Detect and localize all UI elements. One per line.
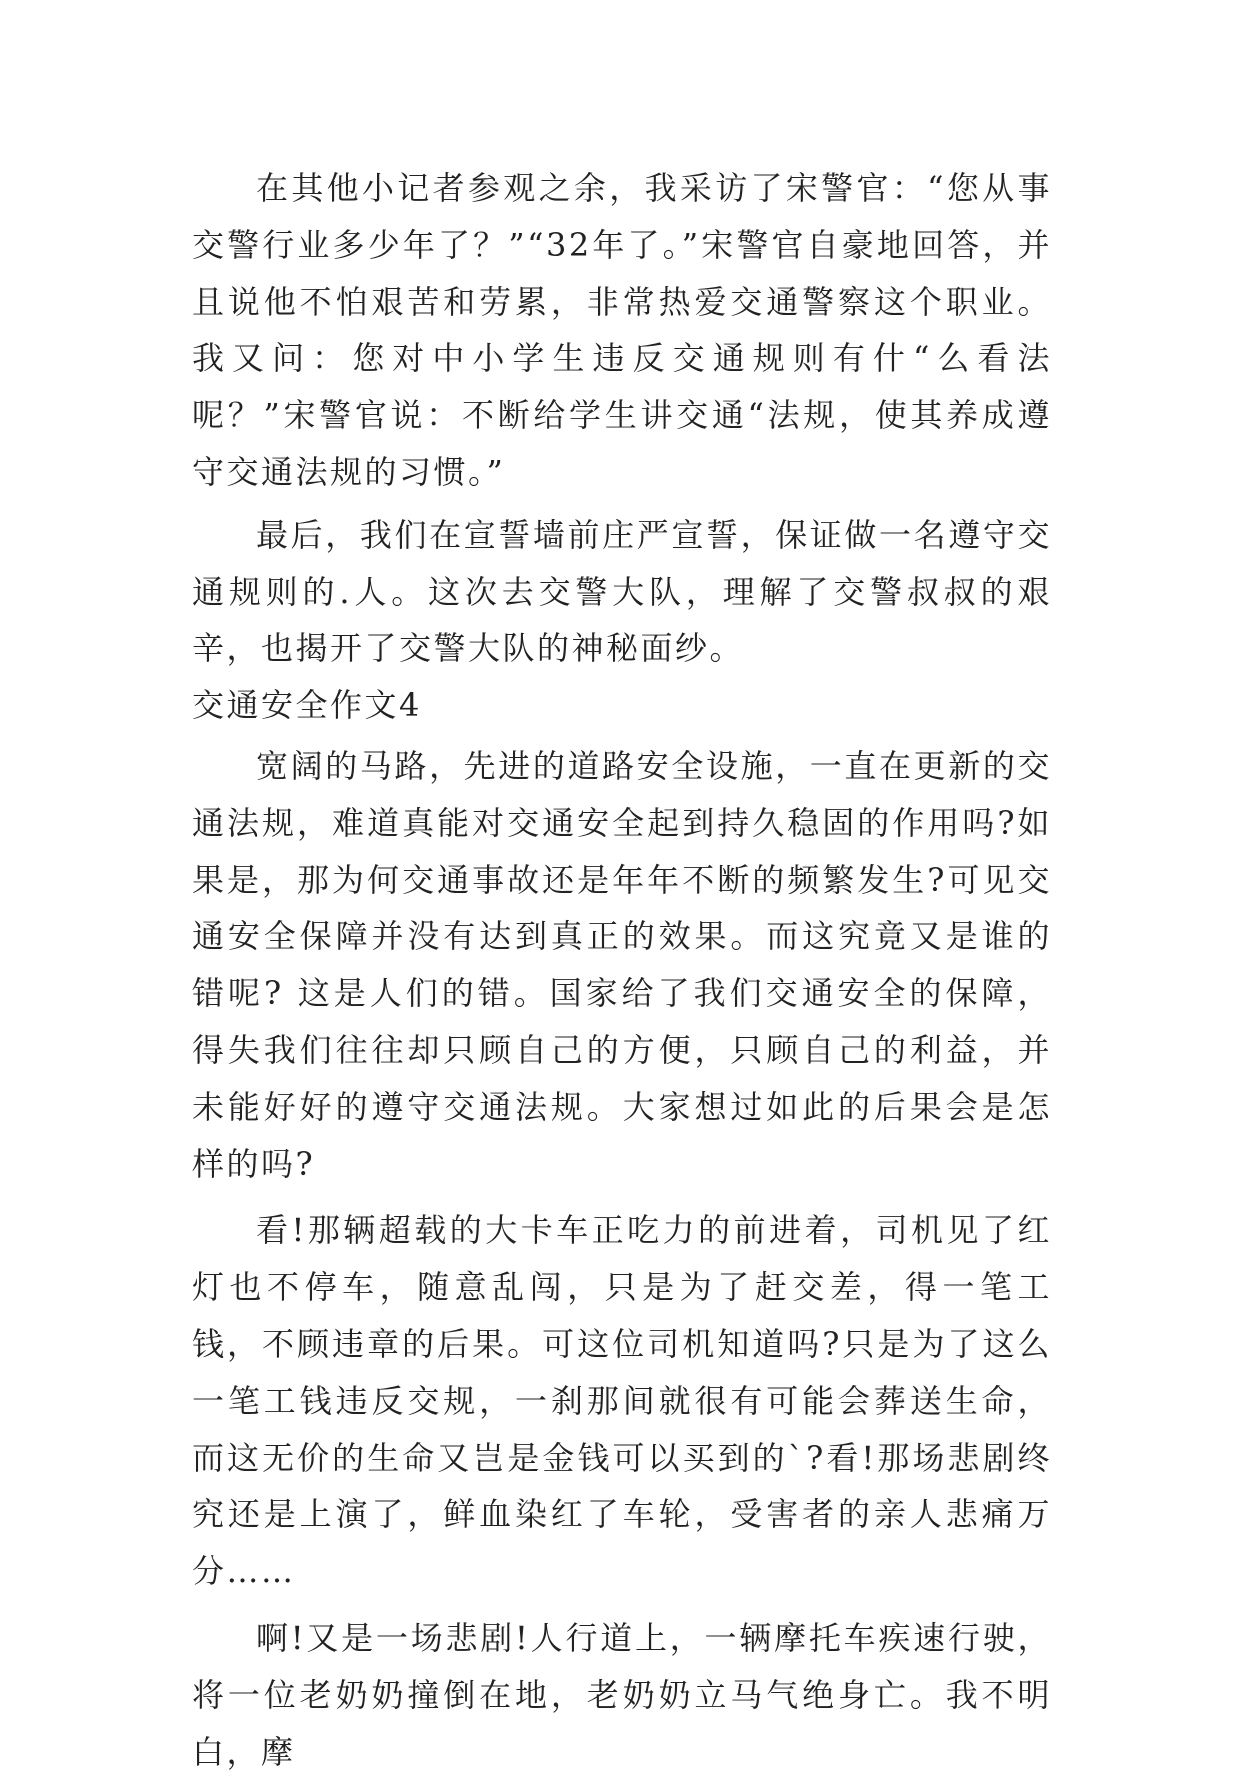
document-body (192, 160, 1052, 1780)
paragraph-interview: 在其他小记者参观之余，我采访了宋警官：“您从事交警行业多少年了？”“32年了。”宋警官自豪地回答，并且说他不怕艰苦和劳累，非常热爱交通警察这个职业。我又问：您对中小学生违反交通规则有什“么看法呢？”宋警官说：不断给学生讲交通“法规，使其养成遵守交通法规的习惯。” (192, 169, 1052, 491)
section-heading: 交通安全作文4 (192, 686, 422, 725)
paragraph-truck: 看!那辆超载的大卡车正吃力的前进着，司机见了红灯也不停车，随意乱闯，只是为了赶交差，得一笔工钱，不顾违章的后果。可这位司机知道吗?只是为了这么一笔工钱违反交规，一刹那间就很有可能会葬送生命，而这无价的生命又岂是金钱可以买到的`?看!那场悲剧终究还是上演了，鲜血染红了车轮，受害者的亲人悲痛万分…… (192, 1211, 1052, 1591)
paragraph-road-safety: 宽阔的马路，先进的道路安全设施，一直在更新的交通法规，难道真能对交通安全起到持久稳固的作用吗?如果是，那为何交通事故还是年年不断的频繁发生?可见交通安全保障并没有达到真正的效果。而这究竟又是谁的错呢? 这是人们的错。国家给了我们交通安全的保障，得失我们往往却只顾自己的方便，只顾自己的利益，并未能好好的遵守交通法规。大家想过如此的后果会是怎样的吗? (192, 746, 1052, 1183)
paragraph-motorcycle: 啊!又是一场悲剧!人行道上，一辆摩托车疾速行驶，将一位老奶奶撞倒在地，老奶奶立马气绝身亡。我不明白，摩 (192, 1618, 1052, 1771)
paragraph-oath: 最后，我们在宣誓墙前庄严宣誓，保证做一名遵守交通规则的.人。这次去交警大队，理解了交警叔叔的艰辛，也揭开了交警大队的神秘面纱。 (192, 515, 1052, 668)
